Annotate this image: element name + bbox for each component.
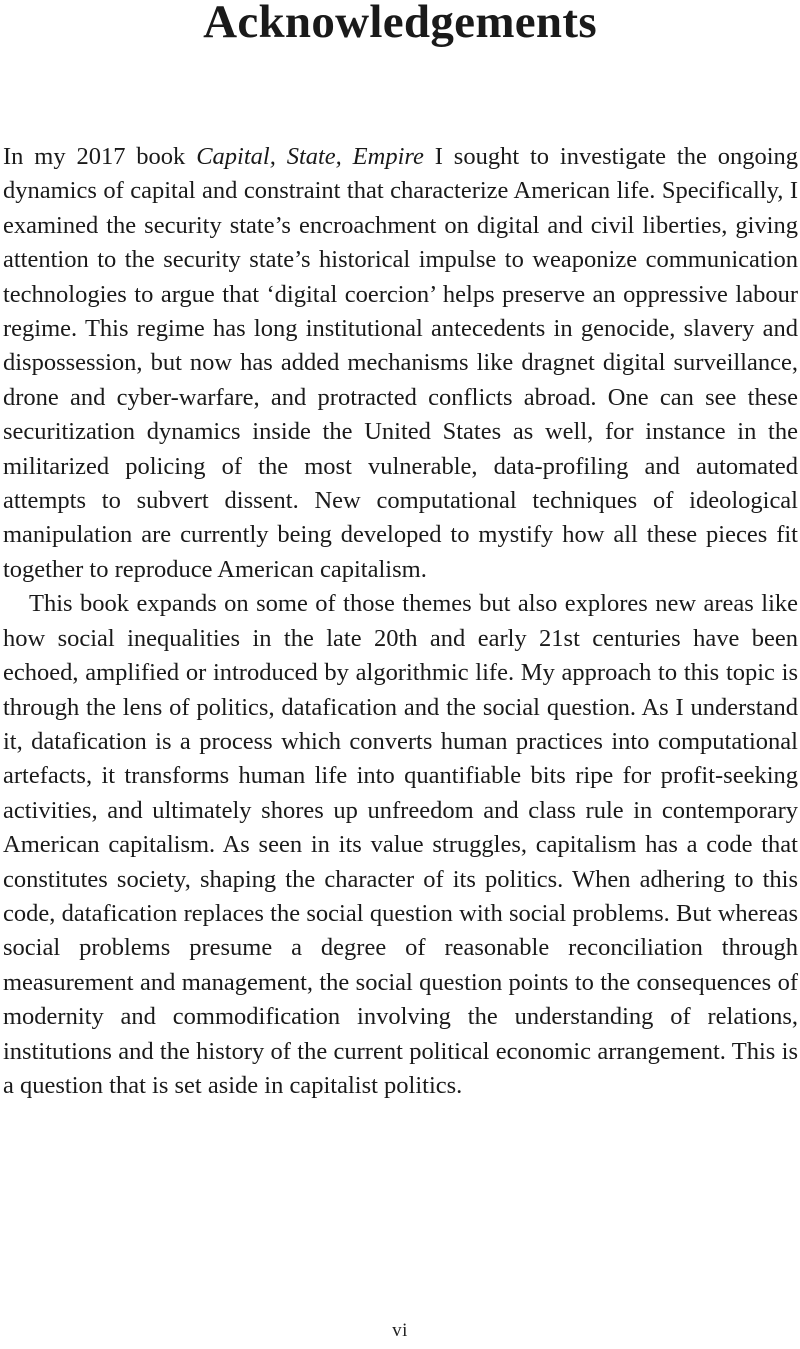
page-number: vi (392, 1320, 408, 1341)
paragraph-1-text: I sought to investigate the ongoing dynamics of capital and constraint that characterize American life. Specifically, I examined the security state’s encroachment on digital and civil liberties, giving attention to the security state’s historical impulse to weaponize communication technologies to argue that ‘digital coercion’ helps preserve an oppressive labour regime. This regime has long institutional antecedents in genocide, slavery and dispossession, but now has added mechanisms like dragnet digital surveillance, drone and cyber-warfare, and protracted conflicts abroad. One can see these securitization dynamics inside the United States as well, for instance in the militarized policing of the most vulnerable, data-profiling and automated attempts to subvert dissent. New computational techniques of ideological manipulation are currently being developed to mystify how all these pieces fit together to reproduce American capitalism. (3, 143, 799, 583)
page-title: Acknowledgements (203, 0, 597, 48)
paragraph-2-text: This book expands on some of those themes but also explores new areas like how social inequalities in the late 20th and early 21st centuries have been echoed, amplified or introduced by algorithmic life. My approach to this topic is through the lens of politics, datafication and the social question. As I understand it, datafication is a process which converts human practices into computational artefacts, it transforms human life into quantifiable bits ripe for profit-seeking activities, and ultimately shores up unfreedom and class rule in contemporary American capitalism. As seen in its value struggles, capitalism has a code that constitutes society, shaping the character of its politics. When adhering to this code, datafication replaces the social question with social problems. But whereas social problems presume a degree of reasonable reconciliation through measurement and management, the social question points to the consequences of modernity and commodification involving the understanding of relations, institutions and the history of the current political economic arrangement. This is a question that is set aside in capitalist politics. (3, 590, 798, 1099)
paragraph-1-lead: In my 2017 book (3, 143, 197, 170)
body-text (3, 140, 798, 1103)
book-title-emphasis: Capital, State, Empire (196, 143, 424, 170)
paragraph-2 (3, 587, 798, 1103)
paragraph-1 (3, 140, 798, 587)
